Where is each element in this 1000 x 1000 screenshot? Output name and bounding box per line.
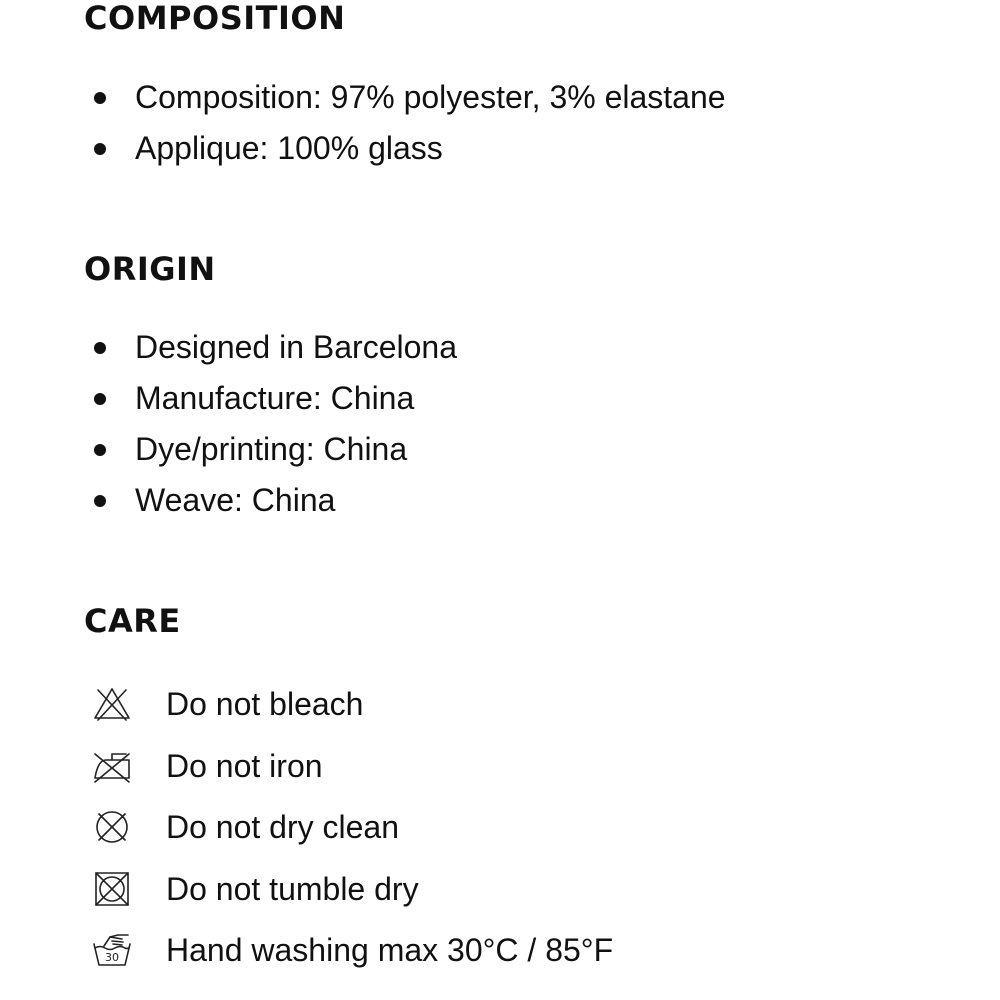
do-not-tumble-dry-icon — [92, 871, 132, 907]
hand-wash-icon — [92, 932, 132, 968]
care-item-label: Hand washing max 30°C / 85°F — [166, 932, 614, 969]
composition-item-label: Composition: 97% polyester, 3% elastane — [135, 79, 726, 115]
bullet-icon — [94, 444, 106, 456]
care-item — [90, 920, 613, 982]
list-item — [90, 424, 457, 475]
bullet-icon — [94, 143, 106, 155]
bullet-icon — [94, 92, 106, 104]
origin-heading: ORIGIN — [84, 250, 216, 288]
care-item — [90, 797, 613, 859]
origin-item-label: Dye/printing: China — [135, 431, 408, 467]
care-item — [90, 736, 613, 798]
bullet-icon — [94, 342, 106, 354]
list-item — [90, 322, 457, 373]
care-item-label: Do not iron — [166, 747, 323, 784]
care-item-label: Do not dry clean — [166, 809, 400, 846]
list-item — [90, 72, 726, 123]
care-item-label: Do not tumble dry — [166, 870, 419, 907]
care-item — [90, 674, 613, 736]
list-item — [90, 123, 726, 174]
do-not-dry-clean-icon — [92, 809, 132, 845]
list-item — [90, 475, 457, 526]
care-list — [90, 674, 613, 982]
bullet-icon — [94, 495, 106, 507]
svg-text:30: 30 — [105, 951, 119, 965]
do-not-iron-icon — [92, 748, 132, 784]
bullet-icon — [94, 393, 106, 405]
composition-list — [90, 72, 726, 174]
care-item-label: Do not bleach — [166, 686, 364, 722]
composition-item-label: Applique: 100% glass — [135, 130, 443, 166]
list-item — [90, 373, 457, 424]
composition-heading: COMPOSITION — [84, 0, 346, 37]
do-not-bleach-icon — [92, 686, 132, 722]
origin-item-label: Weave: China — [135, 482, 336, 518]
care-item — [90, 859, 613, 921]
care-heading: CARE — [84, 602, 181, 640]
origin-list — [90, 322, 457, 526]
origin-item-label: Designed in Barcelona — [135, 329, 457, 365]
origin-item-label: Manufacture: China — [135, 380, 415, 416]
